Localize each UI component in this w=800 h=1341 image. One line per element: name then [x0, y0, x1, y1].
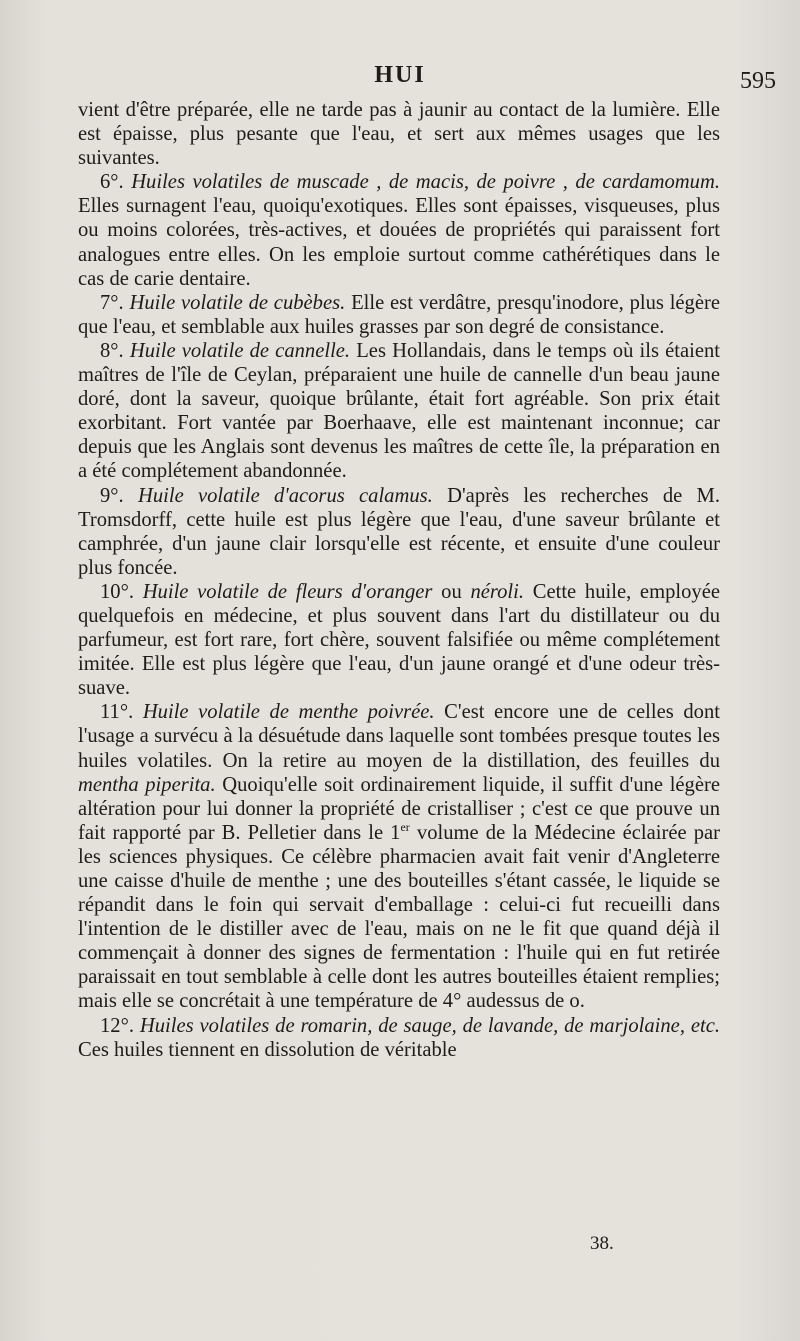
italic-text: Huile volatile de fleurs d'oranger — [142, 580, 433, 603]
body-text — [78, 98, 720, 1062]
italic-text: mentha piperita. — [78, 773, 216, 796]
italic-text: néroli. — [470, 580, 525, 603]
paragraph — [78, 170, 720, 290]
page-header — [0, 62, 800, 96]
paragraph — [78, 339, 720, 484]
text-span: 9°. — [100, 484, 138, 507]
page-number: 595 — [740, 68, 776, 94]
italic-text: Huile volatile de cubèbes. — [129, 291, 346, 314]
text-span: 7°. — [100, 291, 130, 314]
text-span: Les Hollandais, dans le temps où ils étaient maîtres de l'île de Ceylan, préparaient une huile de cannelle d'un beau jaune doré, dont la saveur, quoique brûlante, était fort agréable. Son prix était exorbitant. Fort vantée par Boerhaave, elle est maintenant inconnue; car depuis que les Anglais sont devenus les maîtres de cette île, la préparation en a été complétement abandonnée. — [78, 339, 720, 483]
paragraph — [78, 580, 720, 700]
text-span: 8°. — [100, 339, 130, 362]
italic-text: Huiles volatiles de muscade , de macis, de poivre , de cardamomum. — [131, 171, 720, 194]
paragraph — [78, 98, 720, 170]
italic-text: Huile volatile de menthe poivrée. — [142, 701, 435, 724]
text-span: D'après les recherches de M. Tromsdorff, cette huile est plus légère que l'eau, d'une saveur brûlante et camphrée, d'un jaune clair lorsqu'elle est récente, et ensuite d'une couleur plus foncée. — [78, 484, 720, 579]
italic-text: Huiles volatiles de romarin, de sauge, de lavande, de marjolaine, etc. — [139, 1014, 720, 1037]
paragraph — [78, 1014, 720, 1062]
italic-text: Huile volatile d'acorus calamus. — [137, 484, 433, 507]
text-span: Cette huile, employée quelquefois en médecine, et plus souvent dans l'art du distillateur ou du parfumeur, est fort rare, fort chère, souvent falsifiée ou même complétement imitée. Elle est plus légère que l'eau, d'un jaune orangé et d'une odeur très-suave. — [78, 580, 720, 700]
text-span: 11°. — [100, 701, 143, 724]
text-span: ou — [432, 580, 471, 603]
signature-mark: 38. — [590, 1233, 614, 1254]
text-span: volume de la Médecine éclairée par les sciences physiques. Ce célèbre pharmacien avait fait venir d'Angleterre une caisse d'huile de menthe ; une des bouteilles s'étant cassée, le liquide se répandit dans le foin qui servait d'emballage : celui-ci fut recueilli dans l'intention de le distiller avec de l'eau, mais on ne le fit que quand déjà il commençait à donner des signes de fermentation : l'huile qui en fut retirée paraissait en tout semblable à celle dont les autres bouteilles étaient remplies; mais elle se concrétait à une température de 4° audessus de o. — [78, 821, 720, 1013]
paragraph — [78, 700, 720, 1013]
running-title: HUI — [374, 62, 426, 88]
text-span: Elle est verdâtre, presqu'inodore, plus légère que l'eau, et semblable aux huiles grasses par son degré de consistance. — [78, 291, 720, 338]
text-span: vient d'être préparée, elle ne tarde pas à jaunir au contact de la lumière. Elle est épaisse, plus pesante que l'eau, et sert aux mêmes usages que les suivantes. — [78, 99, 720, 170]
italic-text: Huile volatile de cannelle. — [129, 339, 351, 362]
text-span: Quoiqu'elle soit ordinairement liquide, il suffit d'une légère altération pour lui donner la propriété de cristalliser ; c'est ce que prouve un fait rapporté par B. Pelletier dans le 1 — [78, 773, 720, 844]
text-span: 6°. — [100, 171, 132, 194]
text-span: C'est encore une de celles dont l'usage a survécu à la désuétude dans laquelle sont tombées presque toutes les huiles volatiles. On la retire au moyen de la distillation, des feuilles du — [78, 701, 720, 772]
text-span: 12°. — [100, 1014, 140, 1037]
text-span: Ces huiles tiennent en dissolution de véritable — [78, 1038, 457, 1061]
paragraph — [78, 484, 720, 580]
text-span: Elles surnagent l'eau, quoiqu'exotiques. Elles sont épaisses, visqueuses, plus ou moins colorées, très-actives, et douées de propriétés qui paraissent fort analogues entre elles. On les emploie surtout comme cathérétiques dans le cas de carie dentaire. — [78, 195, 720, 290]
text-span: 10°. — [100, 580, 143, 603]
paragraph — [78, 291, 720, 339]
superscript-text: er — [400, 819, 410, 834]
